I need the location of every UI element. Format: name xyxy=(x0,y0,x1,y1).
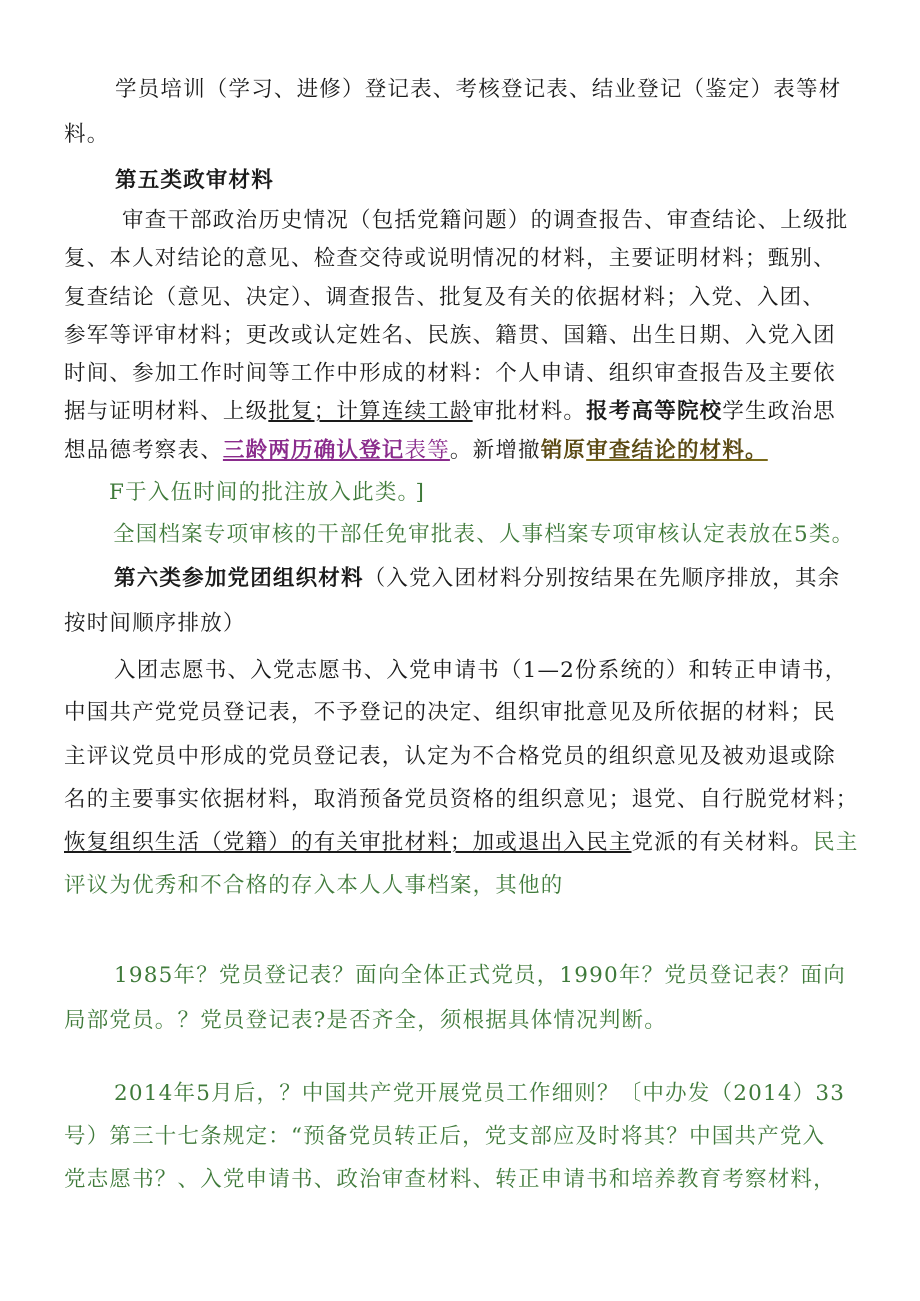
para6-line5-underlined: 恢复组织生活（党籍）的有关审批材料；加或退出入民主 xyxy=(64,830,632,855)
para5-line6-e: 学生政治思 xyxy=(722,399,836,424)
annotation-note-1 xyxy=(109,478,425,508)
section6-heading-tail: （入党入团材料分别按结果在先顺序排放，其余 xyxy=(363,566,841,591)
para8-line1: 2014年5月后，？中国共产党开展党员工作细则？〔中办发（2014）33 xyxy=(114,1081,846,1106)
para5-line4: 参军等评审材料；更改或认定姓名、民族、籍贯、国籍、出生日期、入党入团 xyxy=(64,323,836,348)
para6-line3: 主评议党员中形成的党员登记表，认定为不合格党员的组织意见及被劝退或除 xyxy=(64,744,836,769)
para6-line5 xyxy=(64,828,859,858)
para5-line7-olive-underlined: 审查结论的材料。 xyxy=(586,438,768,463)
para5-line7-d: 。新增撤 xyxy=(449,438,541,463)
para5-line7-a: 想品德考察表、 xyxy=(64,438,223,463)
annotation-bracket: ] xyxy=(415,480,426,505)
para6-line6: 评议为优秀和不合格的存入本人人事档案，其他的 xyxy=(64,873,564,898)
para8-line3: 党志愿书？、入党申请书、政治审查材料、转正申请书和培养教育考察材料， xyxy=(64,1167,836,1192)
para5-line6-underlined: 批复；计算连续工龄 xyxy=(268,399,473,424)
para5-line5: 时间、参加工作时间等工作中形成的材料：个人申请、组织审查报告及主要依 xyxy=(64,361,836,386)
para1-line2: 料。 xyxy=(64,122,110,147)
para5-line7 xyxy=(64,436,768,466)
para5-line7-olive: 销原 xyxy=(540,438,587,463)
para5-line7-purple2: 表等 xyxy=(404,438,450,463)
para5-line3: 复查结论（意见、决定）、调查报告、批复及有关的依据材料；入党、入团、 xyxy=(64,285,826,310)
para7-line1: 1985年？党员登记表？面向全体正式党员，1990年？党员登记表？面向 xyxy=(114,963,846,988)
para8-line2: 号）第三十七条规定：“预备党员转正后，党支部应及时将其？中国共产党入 xyxy=(64,1124,826,1149)
section6-heading-line2: 按时间顺序排放） xyxy=(64,611,246,636)
para6-line5-b: 党派的有关材料。 xyxy=(631,830,814,855)
annotation-note-2: 全国档案专项审核的干部任免审批表、人事档案专项审核认定表放在5类。 xyxy=(113,522,855,547)
para5-line6 xyxy=(64,397,836,427)
para6-line1: 入团志愿书、入党志愿书、入党申请书（1—2份系统的）和转正申请书， xyxy=(114,658,848,683)
annotation-note-1-text: F于入伍时间的批注放入此类。 xyxy=(109,480,410,505)
para5-line6-c: 审批材料。 xyxy=(472,399,587,424)
section5-heading: 第五类政审材料 xyxy=(115,168,274,193)
section6-heading: 第六类参加党团组织材料 xyxy=(114,566,364,591)
para6-line2: 中国共产党党员登记表，不予登记的决定、组织审批意见及所依据的材料；民 xyxy=(64,700,836,725)
para5-line7-purple: 三龄两历确认登记 xyxy=(222,438,405,463)
para1-line1: 学员培训（学习、进修）登记表、考核登记表、结业登记（鉴定）表等材 xyxy=(115,77,842,102)
section6-heading-line xyxy=(114,564,840,594)
para7-line2: 局部党员。？党员登记表?是否齐全，须根据具体情况判断。 xyxy=(64,1008,667,1033)
para5-line6-bold: 报考高等院校 xyxy=(586,399,723,424)
para6-line5-green: 民主 xyxy=(813,830,859,855)
para5-line6-a: 据与证明材料、上级 xyxy=(64,399,269,424)
para6-line4: 名的主要事实依据材料，取消预备党员资格的组织意见；退党、自行脱党材料； xyxy=(64,787,859,812)
para5-line2: 复、本人对结论的意见、检查交待或说明情况的材料，主要证明材料；甄别、 xyxy=(64,246,836,271)
para5-line1: 审查干部政治历史情况（包括党籍问题）的调查报告、审查结论、上级批 xyxy=(122,208,849,233)
